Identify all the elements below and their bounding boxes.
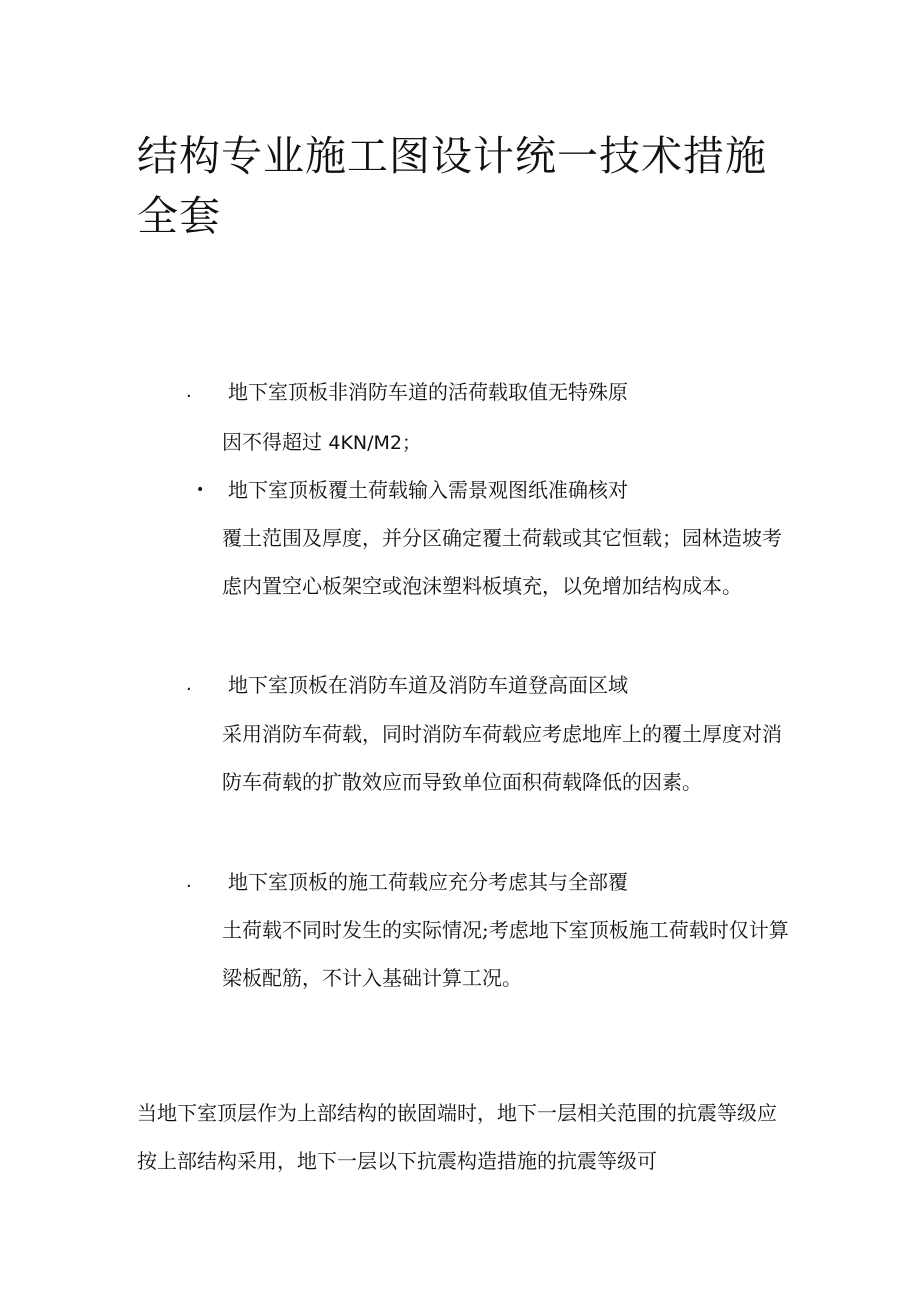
list-item-continuation-text: 因不得超过	[222, 430, 322, 454]
list-item-continuation: 采用消防车荷载，同时消防车荷载应考虑地库上的覆土厚度对消防车荷载的扩散效应而导致单位面积荷载降低的因素。	[222, 722, 782, 794]
list-item-continuation: 土荷载不同时发生的实际情况;考虑地下室顶板施工荷载时仅计算梁板配筋，不计入基础计算工况。	[222, 918, 789, 990]
list-item-continuation	[222, 418, 792, 467]
list-item-first-line: 地下室顶板在消防车道及消防车道登高面区域	[228, 673, 628, 697]
list-bullet: .	[186, 871, 192, 892]
list-item-first-line: 地下室顶板非消防车道的活荷载取值无特殊原	[228, 380, 628, 404]
list-bullet: .	[186, 674, 192, 695]
list-bullet: .	[186, 381, 192, 402]
list-bullet: •	[196, 482, 205, 498]
document-title: 结构专业施工图设计统一技术措施全套	[137, 132, 767, 240]
list-item-first-line: 地下室顶板的施工荷载应充分考虑其与全部覆	[228, 870, 628, 894]
list-item-continuation: 覆土范围及厚度，并分区确定覆土荷载或其它恒载；园林造坡考虑内置空心板架空或泡沫塑料板填充，以免增加结构成本。	[222, 526, 782, 598]
body-paragraph: 当地下室顶层作为上部结构的嵌固端时，地下一层相关范围的抗震等级应按上部结构采用，地下一层以下抗震构造措施的抗震等级可	[137, 1101, 777, 1173]
list-item-first-line: 地下室顶板覆土荷载输入需景观图纸准确核对	[228, 478, 628, 502]
list-item-value: 4KN/M2；	[328, 432, 422, 454]
